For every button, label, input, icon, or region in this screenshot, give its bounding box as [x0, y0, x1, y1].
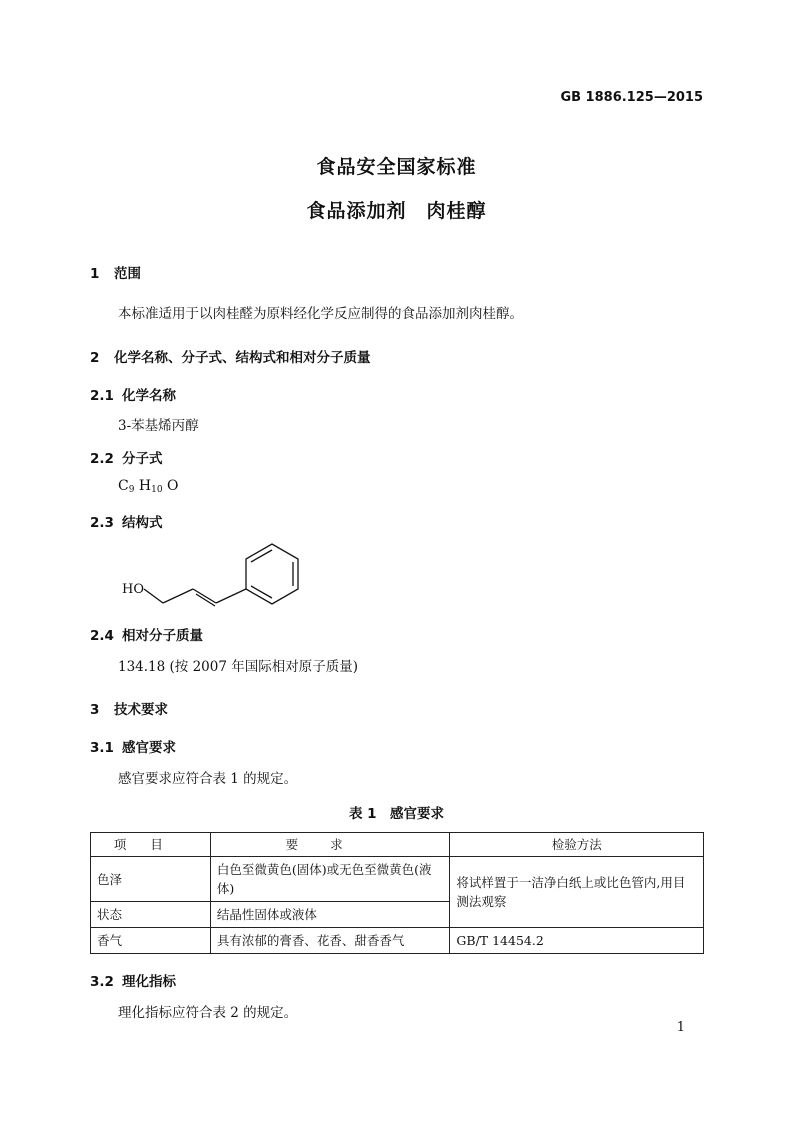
header-item: 项目 [91, 833, 211, 857]
row-requirement: 具有浓郁的膏香、花香、甜香香气 [210, 928, 450, 954]
section-number: 2.2 [90, 451, 114, 467]
standard-number: GB 1886.125—2015 [560, 90, 703, 105]
row-item: 色泽 [91, 857, 211, 902]
row-requirement: 白色至微黄色(固体)或无色至微黄色(液体) [210, 857, 450, 902]
section-title: 化学名称、分子式、结构式和相对分子质量 [114, 350, 371, 366]
molecule-bonds [144, 544, 298, 606]
section-3-2-text: 理化指标应符合表 2 的规定。 [118, 1005, 298, 1021]
section-2-1-heading [90, 384, 176, 404]
section-number: 2.1 [90, 388, 114, 404]
section-2-4-heading [90, 624, 203, 644]
table-row [91, 928, 704, 954]
section-number: 1 [90, 266, 100, 282]
section-number: 3 [90, 702, 100, 718]
header-requirement: 要求 [210, 833, 450, 857]
section-title: 结构式 [122, 515, 163, 531]
document-title: 食品安全国家标准 [316, 156, 477, 178]
table-1-caption: 表 1 感官要求 [348, 806, 445, 822]
row-method: GB/T 14454.2 [450, 928, 704, 954]
section-title: 理化指标 [122, 974, 176, 990]
row-item: 状态 [91, 902, 211, 928]
section-2-2-heading [90, 447, 163, 467]
section-number: 2.3 [90, 515, 114, 531]
header-method: 检验方法 [450, 833, 704, 857]
molecular-weight: 134.18 (按 2007 年国际相对原子质量) [118, 659, 359, 675]
row-method: 将试样置于一洁净白纸上或比色管内,用目测法观察 [450, 857, 704, 928]
section-3-2-heading [90, 970, 176, 990]
section-1-heading [90, 262, 141, 282]
section-number: 2.4 [90, 628, 114, 644]
table-row [91, 857, 704, 902]
page-number: 1 [676, 1020, 685, 1035]
sensory-requirements-table [90, 832, 704, 954]
section-3-1-text: 感官要求应符合表 1 的规定。 [118, 771, 298, 787]
chemical-name: 3-苯基烯丙醇 [118, 418, 199, 434]
section-title: 化学名称 [122, 388, 176, 404]
structural-formula-diagram [118, 540, 318, 620]
section-number: 3.1 [90, 740, 114, 756]
section-3-1-heading [90, 736, 176, 756]
hydroxyl-label: HO [122, 582, 144, 597]
row-item: 香气 [91, 928, 211, 954]
section-title: 范围 [114, 266, 141, 282]
section-title: 技术要求 [114, 702, 168, 718]
section-3-heading [90, 698, 168, 718]
section-title: 相对分子质量 [122, 628, 203, 644]
section-1-text: 本标准适用于以肉桂醛为原料经化学反应制得的食品添加剂肉桂醇。 [118, 306, 523, 322]
molecular-formula: $C_9$ $H_{10}$ O [118, 478, 179, 495]
section-number: 3.2 [90, 974, 114, 990]
table-header-row [91, 833, 704, 857]
section-title: 感官要求 [122, 740, 176, 756]
document-subtitle: 食品添加剂 肉桂醇 [306, 200, 487, 222]
section-2-heading [90, 346, 371, 366]
row-requirement: 结晶性固体或液体 [210, 902, 450, 928]
section-number: 2 [90, 350, 100, 366]
section-2-3-heading [90, 511, 163, 531]
section-title: 分子式 [122, 451, 163, 467]
